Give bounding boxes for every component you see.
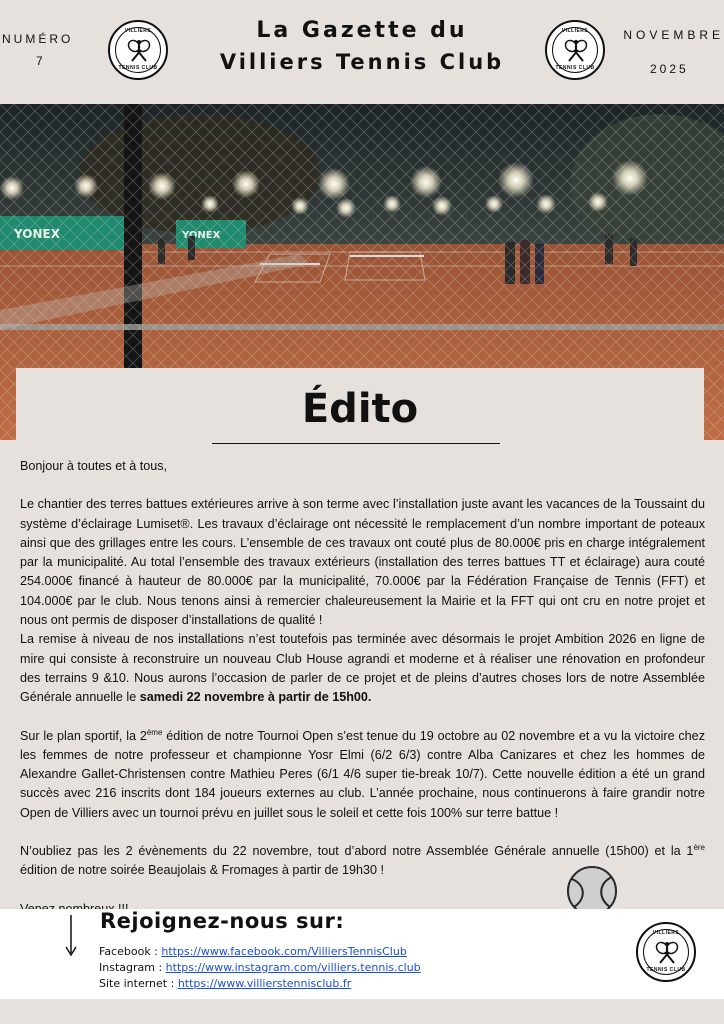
club-logo-footer [636,922,696,982]
paragraph-ambition-text: La remise à niveau de nos installations n’est toutefois pas terminée avec désormais le projet Ambition 2026 en ligne de mire qui consiste à reconstruire un nouveau Club House agrandi et moderne et à réaliser une rénovation en profondeur des terrains 9 &10. Nous aurons l’occasion de parler de ce projet et de pleins d’autres choses lors de notre Assemblée Générale annuelle le [20,632,705,705]
join-us-title: Rejoignez-nous sur: [100,909,345,933]
website-link-row [99,976,421,992]
instagram-link-row [99,960,421,976]
instagram-link[interactable]: https://www.instagram.com/villiers.tennis.club [165,961,421,974]
gazette-title-line2: Villiers Tennis Club [219,50,505,74]
paragraph-ambition [20,630,705,707]
facebook-link[interactable]: https://www.facebook.com/VilliersTennisClub [161,945,407,958]
logo-text-top: VILLIERS [652,930,680,936]
general-assembly-date: samedi 22 novembre à partir de 15h00. [139,690,372,705]
gazette-title-line1: La Gazette du [256,18,468,43]
logo-text-bottom: TENNIS CLUB [646,967,686,973]
facebook-label: Facebook : [99,945,162,958]
website-link[interactable]: https://www.villierstennisclub.fr [177,977,352,990]
masthead [0,0,724,104]
heading-divider [212,443,500,444]
issue-number: 7 [36,54,45,68]
events-text-a: N’oubliez pas les 2 évènements du 22 novembre, tout d’abord notre Assemblée Générale annuelle (15h00) et la 1 [20,844,694,859]
edito-body [20,457,705,919]
crossed-rackets-icon [126,38,152,64]
issue-year: 2025 [650,62,689,76]
ordinal-sup: ème [146,727,163,737]
tournament-text-a: Sur le plan sportif, la 2 [20,728,147,743]
edito-heading: Édito [301,386,419,432]
club-logo-left [108,20,168,80]
club-logo-right [545,20,605,80]
instagram-label: Instagram : [99,961,166,974]
logo-text-top: VILLIERS [124,28,152,34]
greeting: Bonjour à toutes et à tous, [20,459,168,473]
facebook-link-row [99,944,421,960]
arrow-down-icon [64,913,78,957]
issue-month: NOVEMBRE [623,28,724,42]
paragraph-tournament [20,727,705,823]
crossed-rackets-icon [654,940,680,966]
social-links [99,944,421,992]
logo-text-top: VILLIERS [561,28,589,34]
paragraph-works: Le chantier des terres battues extérieures arrive à son terme avec l’installation juste avant les vacances de la Toussaint du système d’éclairage Lumiset®. Les travaux d’éclairage ont nécessité le remplacement d’un nombre important de poteaux ainsi que des grillages entre les cours. L’ensemble de ces travaux ont couté plus de 80.000€ pris en charge intégralement par la municipalité. Au total l’ensemble des travaux extérieurs (installation des terres battues TT et éclairage) aura couté 254.000€ financé à hauteur de 80.000€ par la municipalité, 70.000€ par la Fédération Française de Tennis (FFT) et 104.000€ par le club. Nous tenons ainsi à remercier chaleureusement la Mairie et la FFT qui ont cru en notre projet et nous ont permis de disposer d’installations de qualité ! [20,497,705,628]
ordinal-sup: ère [693,842,705,852]
events-text-b: édition de notre soirée Beaujolais & Fromages à partir de 19h30 ! [20,863,385,878]
logo-text-bottom: TENNIS CLUB [555,65,595,71]
website-label: Site internet : [99,977,178,990]
issue-label: NUMÉRO [2,32,74,46]
bottom-band [0,999,724,1024]
edito-article [16,368,704,909]
crossed-rackets-icon [563,38,589,64]
tournament-text-b: édition de notre Tournoi Open s’est tenue du 19 octobre au 02 novembre et a vu la victoire chez les femmes de notre professeur et championne Yosr Elmi (6/2 6/3) contre Alba Canizares et chez les hommes de Alexandre Gallet-Christensen contre Mathieu Peres (6/1 4/6 super tie-break 10/7). Cette nouvelle édition a été un grand succès avec 216 inscrits dont 184 joueurs externes au club. L’année prochaine, nous continuerons à faire grandir notre Open de Villiers avec un tournoi prévu en juillet sous le soleil et cette fois 100% sur terre battue ! [20,728,705,820]
logo-text-bottom: TENNIS CLUB [118,65,158,71]
